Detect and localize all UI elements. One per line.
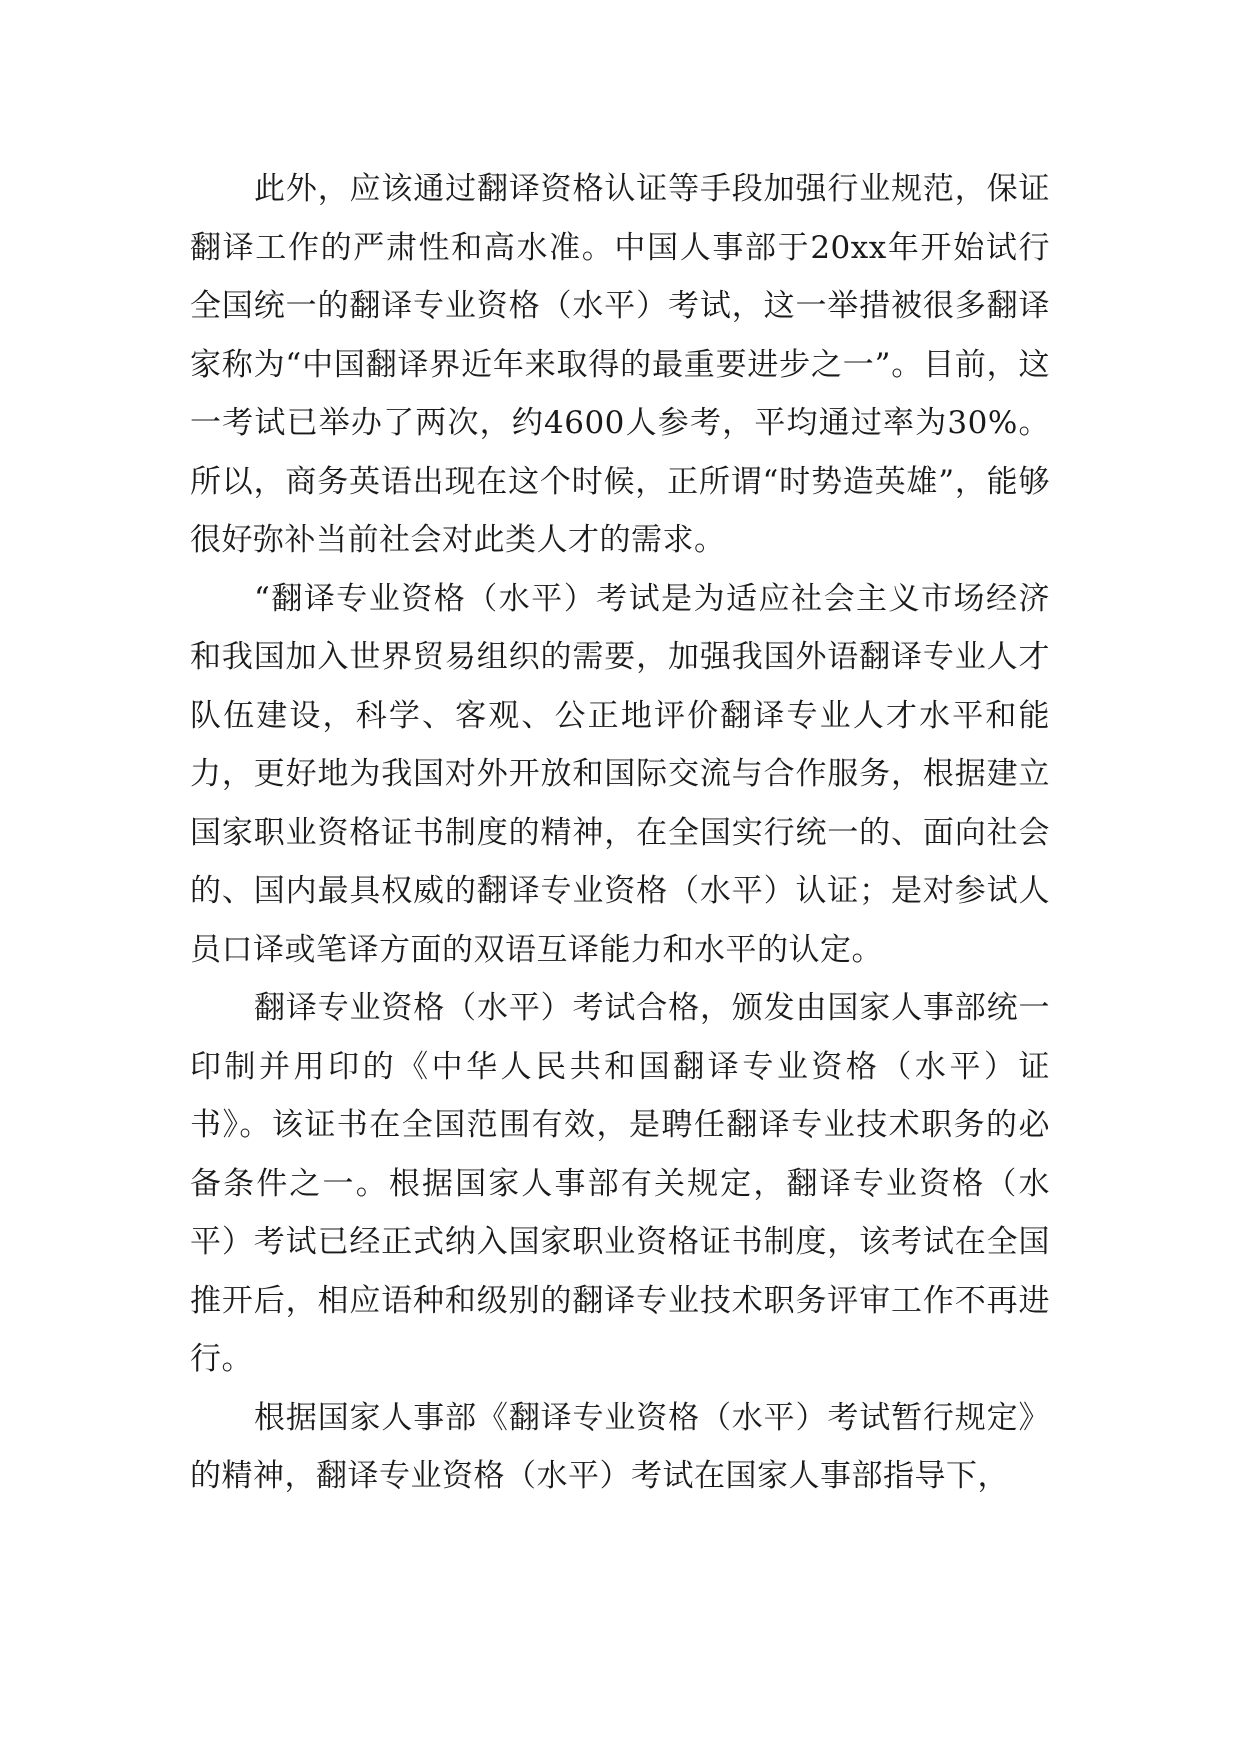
paragraph-2: “翻译专业资格（水平）考试是为适应社会主义市场经济和我国加入世界贸易组织的需要，加强我国外语翻译专业人才队伍建设，科学、客观、公正地评价翻译专业人才水平和能力，更好地为我国对外开放和国际交流与合作服务，根据建立国家职业资格证书制度的精神，在全国实行统一的、面向社会的、国内最具权威的翻译专业资格（水平）认证；是对参试人员口译或笔译方面的双语互译能力和水平的认定。 bbox=[190, 580, 1050, 968]
paragraph-4: 根据国家人事部《翻译专业资格（水平）考试暂行规定》的精神，翻译专业资格（水平）考试在国家人事部指导下， bbox=[190, 1399, 1050, 1494]
paragraph-1: 此外，应该通过翻译资格认证等手段加强行业规范，保证翻译工作的严肃性和高水准。中国人事部于20xx年开始试行全国统一的翻译专业资格（水平）考试，这一举措被很多翻译家称为“中国翻译界近年来取得的最重要进步之一”。目前，这一考试已举办了两次，约4600人参考，平均通过率为30%。所以，商务英语出现在这个时候，正所谓“时势造英雄”，能够很好弥补当前社会对此类人才的需求。 bbox=[190, 171, 1050, 558]
document-body bbox=[190, 160, 1050, 1506]
paragraph-3: 翻译专业资格（水平）考试合格，颁发由国家人事部统一印制并用印的《中华人民共和国翻译专业资格（水平）证书》。该证书在全国范围有效，是聘任翻译专业技术职务的必备条件之一。根据国家人事部有关规定，翻译专业资格（水平）考试已经正式纳入国家职业资格证书制度，该考试在全国推开后，相应语种和级别的翻译专业技术职务评审工作不再进行。 bbox=[190, 990, 1050, 1377]
